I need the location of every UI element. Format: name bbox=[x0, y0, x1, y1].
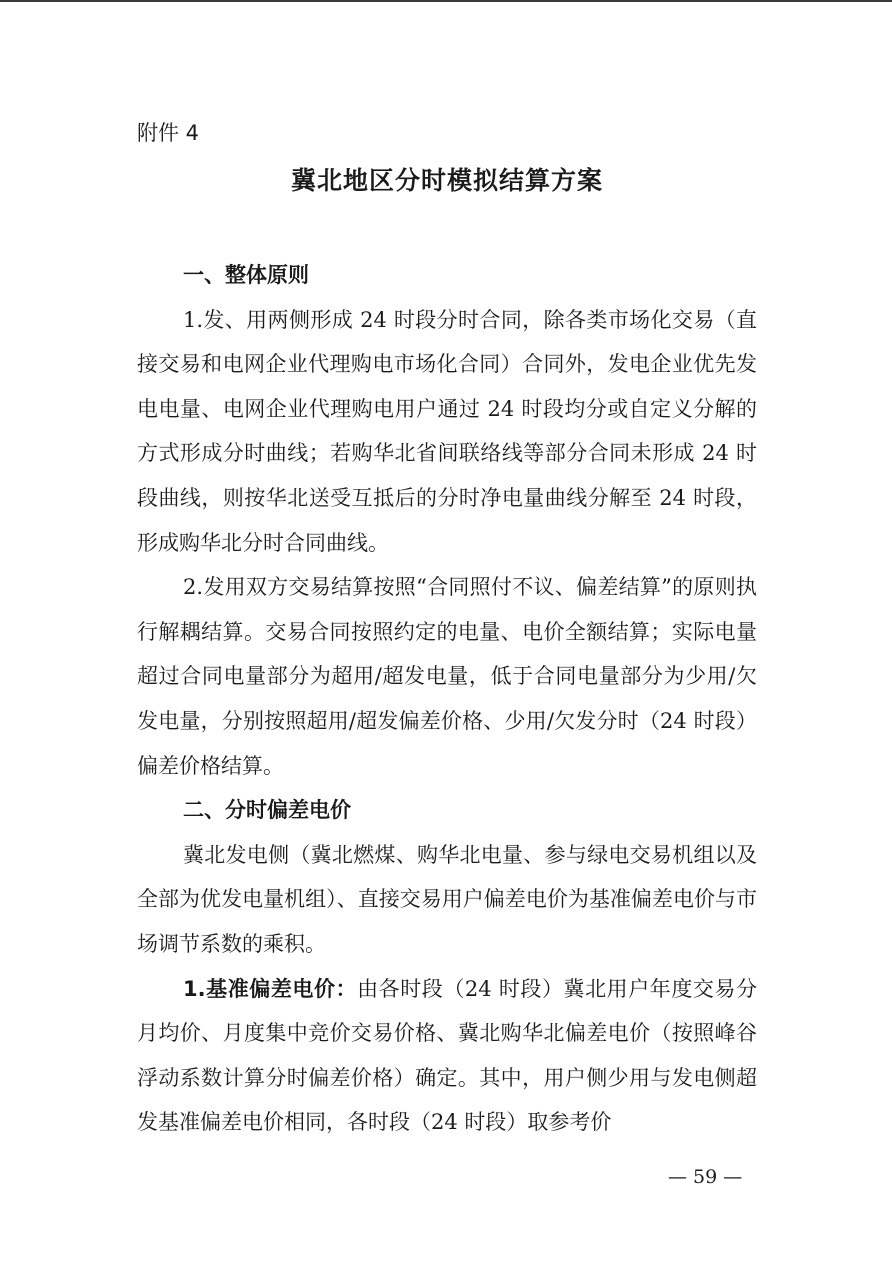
paragraph-base-deviation-price bbox=[137, 967, 757, 1145]
page-top-border bbox=[0, 0, 892, 2]
paragraph-deviation-settlement: 2.发用双方交易结算按照“合同照付不议、偏差结算”的原则执行解耦结算。交易合同按照约定的电量、电价全额结算；实际电量超过合同电量部分为超用/超发电量，低于合同电量部分为少用/欠发电量，分别按照超用/超发偏差价格、少用/欠发分时（24 时段）偏差价格结算。 bbox=[137, 575, 757, 778]
section-heading-deviation-price: 二、分时偏差电价 bbox=[183, 798, 351, 823]
document-title: 冀北地区分时模拟结算方案 bbox=[290, 166, 603, 195]
base-deviation-price-text: 由各时段（24 时段）冀北用户年度交易分月均价、月度集中竞价交易价格、冀北购华北偏差电价（按照峰谷浮动系数计算分时偏差价格）确定。其中，用户侧少用与发电侧超发基准偏差电价相同，各时段（24 时段）取参考价 bbox=[137, 976, 757, 1135]
base-deviation-price-term: 1.基准偏差电价： bbox=[183, 976, 358, 1001]
page-number: — 59 — bbox=[668, 1166, 743, 1188]
paragraph-deviation-price-definition: 冀北发电侧（冀北燃煤、购华北电量、参与绿电交易机组以及全部为优发电量机组）、直接交易用户偏差电价为基准偏差电价与市场调节系数的乘积。 bbox=[137, 842, 757, 956]
document-body bbox=[137, 253, 757, 1145]
paragraph-time-of-use-contracts: 1.发、用两侧形成 24 时段分时合同，除各类市场化交易（直接交易和电网企业代理购电市场化合同）合同外，发电企业优先发电电量、电网企业代理购电用户通过 24 时段均分或自定义分解的方式形成分时曲线；若购华北省间联络线等部分合同未形成 24 时段曲线，则按华北送受互抵后的分时净电量曲线分解至 24 时段，形成购华北分时合同曲线。 bbox=[137, 307, 757, 555]
attachment-label: 附件 4 bbox=[137, 121, 200, 145]
section-heading-overall-principles: 一、整体原则 bbox=[183, 263, 309, 287]
